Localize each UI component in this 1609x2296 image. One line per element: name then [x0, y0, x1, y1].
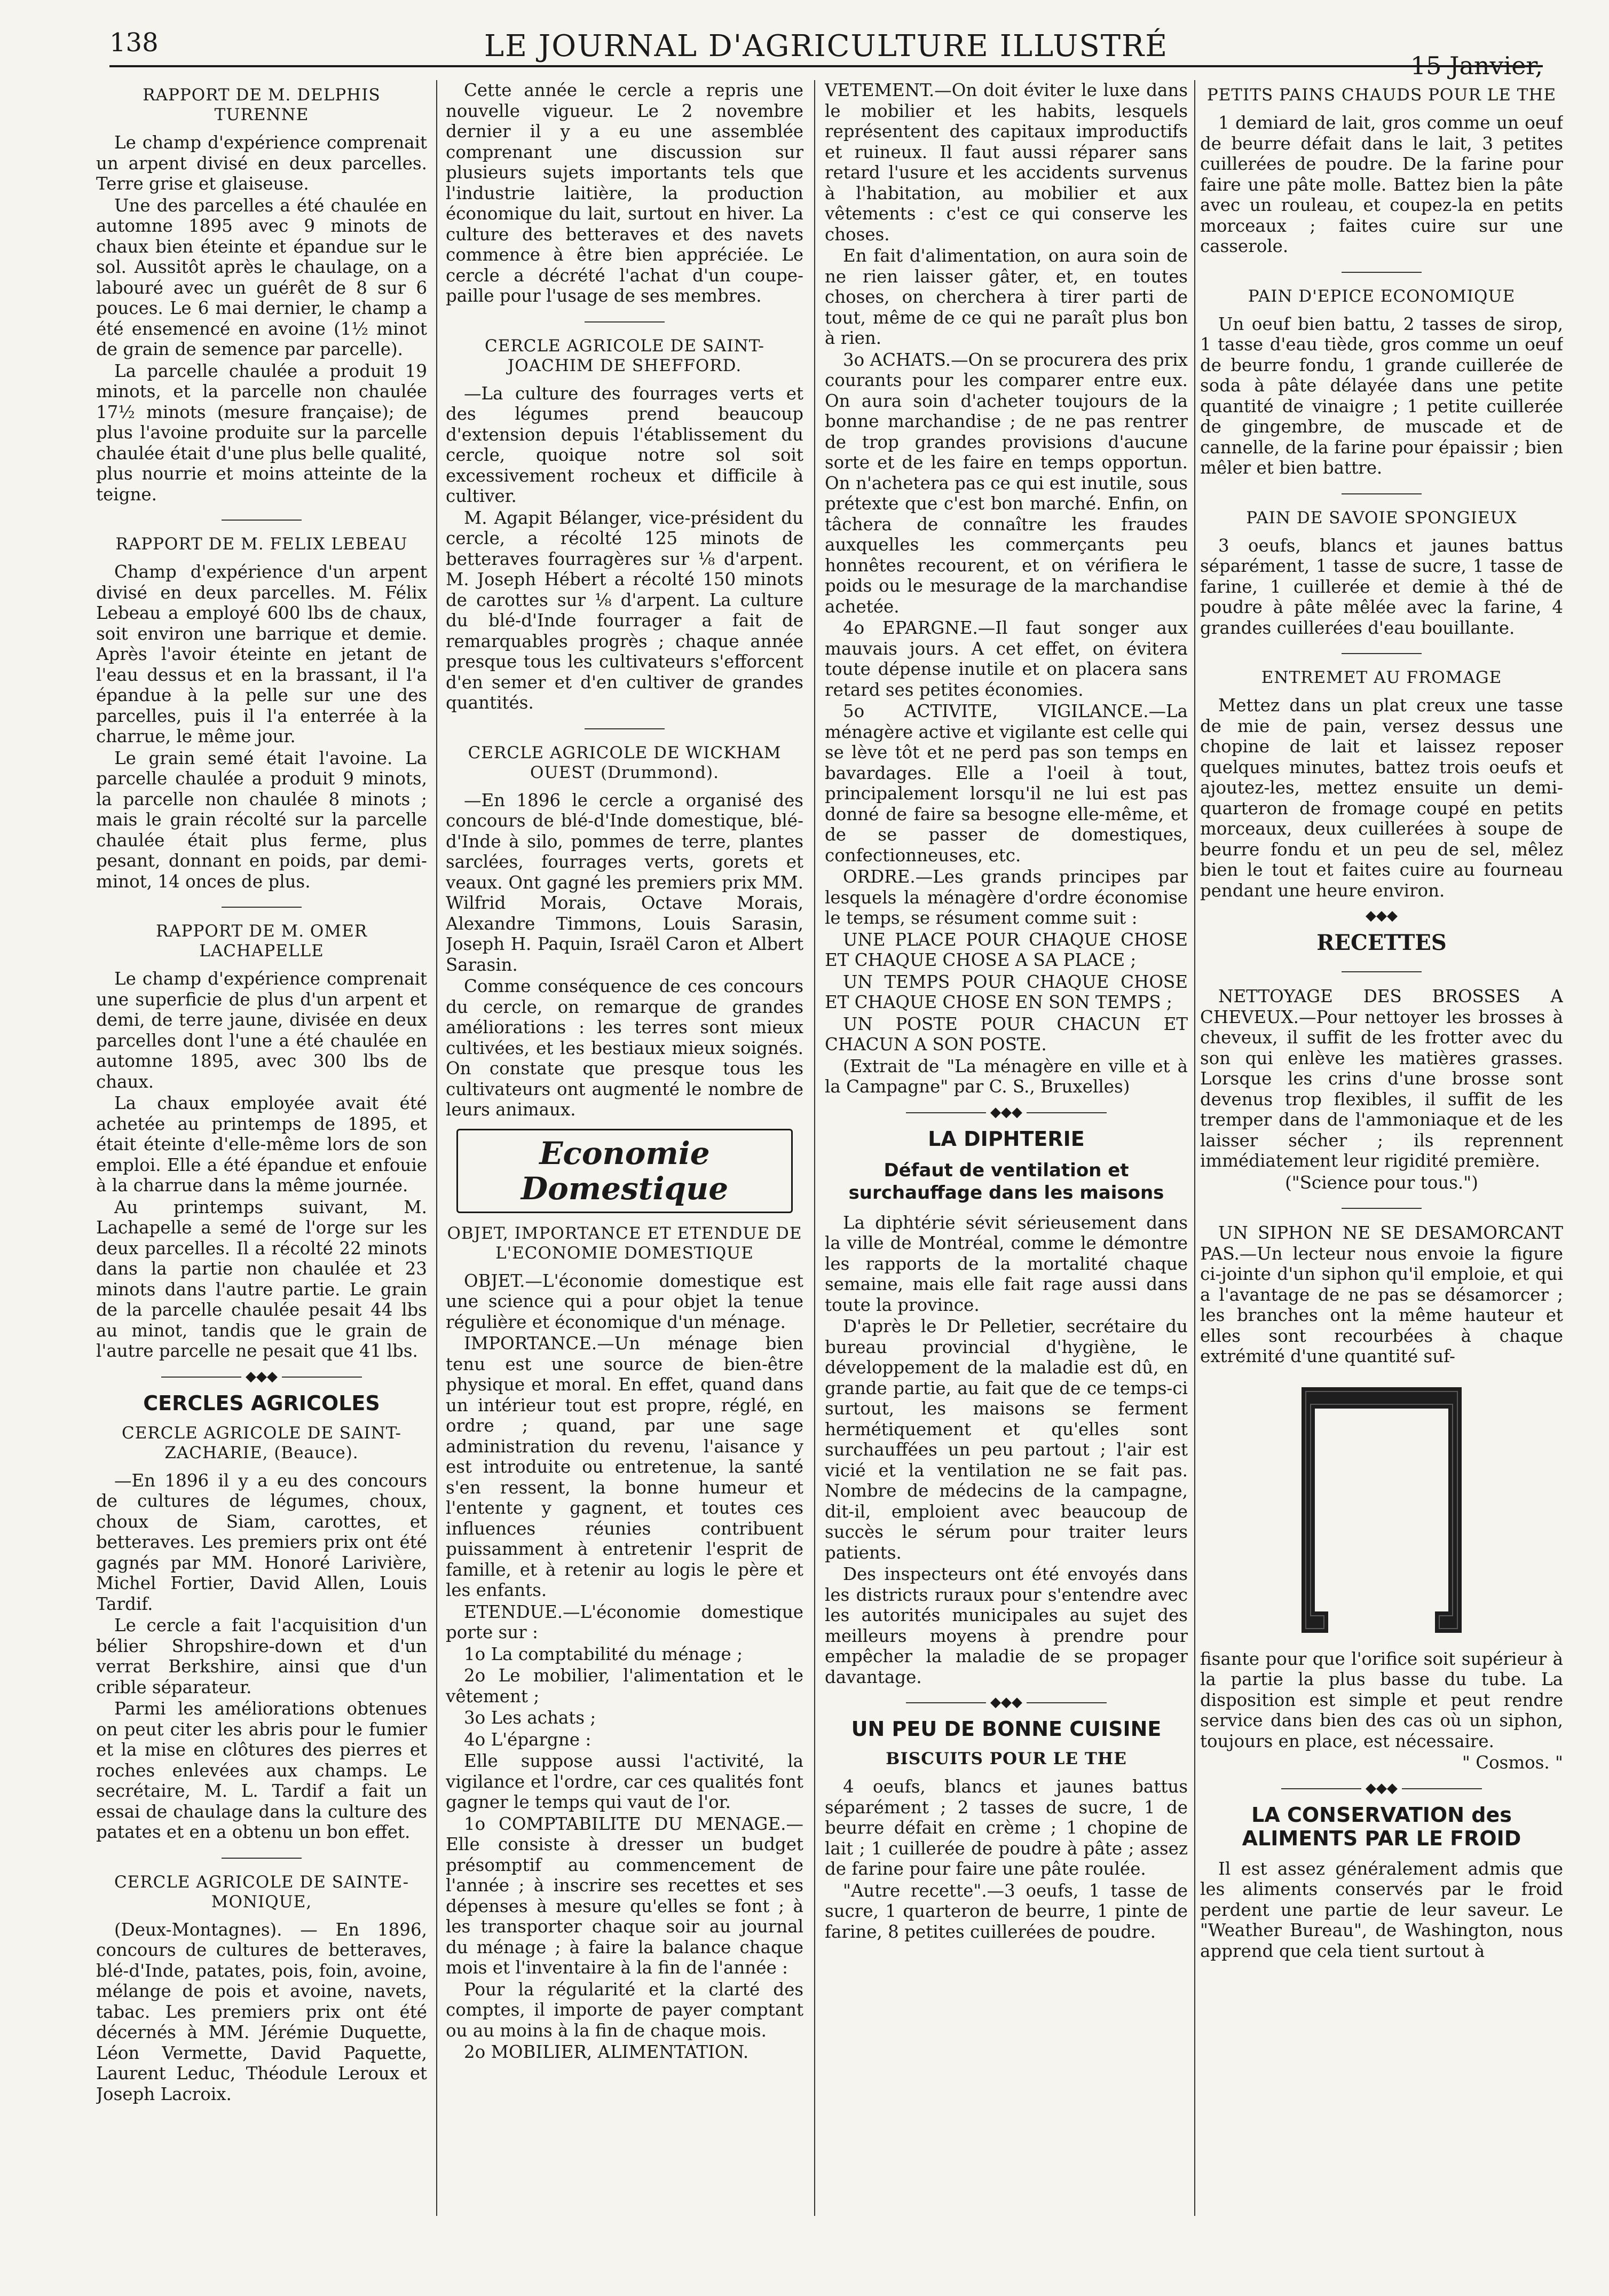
paragraph: Comme conséquence de ces concours du cercle, on remarque de grandes améliorations : les terres sont mieux cultivées, et les bestiaux mieux soignés. On constate que presque tous les cultivateurs ont augmenté le nombre de leurs animaux.: [446, 976, 803, 1120]
paragraph: Il est assez généralement admis que les aliments conservés par le froid perdent une partie de leur saveur. Le "Weather Bureau", de Washington, nous apprend que cela tient surtout à: [1200, 1858, 1563, 1961]
paragraph: Parmi les améliorations obtenues on peut citer les abris pour le fumier et la mise en clôtures des pierres et roches enlevées aux champs. Le secrétaire, M. L. Tardif a fait un essai de chaulage dans la culture des patates et en a obtenu un bon effet.: [96, 1699, 427, 1842]
paragraph: La diphtérie sévit sérieusement dans la ville de Montréal, comme le démontre les rapports de la mortalité chaque semaine, mais elle fait rage aussi dans toute la province.: [825, 1212, 1188, 1315]
list-item: 2o Le mobilier, l'alimentation et le vêtement ;: [446, 1665, 803, 1707]
paragraph: 3 oeufs, blancs et jaunes battus séparément, 1 tasse de sucre, 1 tasse de farine, 1 cuillerée et demie à thé de poudre à pâte mêlée avec la farine, 4 grandes cuillerées d'eau bouillante.: [1200, 535, 1563, 638]
page-number: 138: [109, 28, 159, 58]
heading-rapport-omer: RAPPORT DE M. OMER LACHAPELLE: [155, 922, 368, 961]
paragraph: 5o ACTIVITE, VIGILANCE.—La ménagère active et vigilante est celle qui se lève tôt et ne perd pas son temps en bavardages. Elle a l'oeil à tout, principalement lorsqu'il ne lui est pas donné de faire sa besogne elle-même, et de se passer de domestiques, confectionneuses, etc.: [825, 701, 1188, 866]
list-item: 1o La comptabilité du ménage ;: [464, 1644, 743, 1664]
paragraph: fisante pour que l'orifice soit supérieur à la partie la plus basse du tube. La disposition est simple et peut rendre service dans bien des cas où un siphon, toujours en place, est nécessaire.: [1200, 1648, 1563, 1751]
heading-petits-pains: PETITS PAINS CHAUDS POUR LE THE: [1206, 85, 1557, 105]
heading-cercles-agricoles: CERCLES AGRICOLES: [143, 1391, 380, 1415]
paragraph: Pour la régularité et la clarté des comptes, il importe de payer comptant ou au moins à la fin de chaque mois.: [446, 1979, 803, 2041]
separator: [446, 314, 803, 329]
issue-date: 15 Janvier,: [1410, 51, 1543, 80]
heading-entremet: ENTREMET AU FROMAGE: [1261, 668, 1502, 687]
heading-rapport-felix: RAPPORT DE M. FELIX LEBEAU: [115, 534, 408, 554]
separator: ◆◆◆: [1366, 908, 1398, 924]
paragraph: En fait d'alimentation, on aura soin de ne rien laisser gâter, et, en toutes choses, on cherchera à tirer parti de tout, même de ce qui ne paraît plus bon à rien.: [825, 246, 1188, 348]
paragraph-text: —Pour nettoyer les brosses à cheveux, il suffit de les frotter avec du son qui enlève les matières grasses. Lorsque les crins d'une brosse sont devenus trop flexibles, il suffit de les tremper dans de l'ammoniaque et de les laisser sécher ; ils reprennent immédiatement leur rigidité première.: [1200, 1007, 1563, 1171]
separator: ◆◆◆: [96, 1369, 427, 1384]
heading-recettes: RECETTES: [1316, 930, 1447, 955]
separator: [96, 899, 427, 914]
separator: [446, 721, 803, 736]
paragraph: Au printemps suivant, M. Lachapelle a semé de l'orge sur les deux parcelles. Il a récolté 22 minots dans la partie non chaulée et 23 minots dans l'autre partie. Le grain de la parcelle chaulée pesait 44 lbs au minot, tandis que le grain de l'autre parcelle ne pesait que 41 lbs.: [96, 1197, 427, 1361]
paragraph: [1200, 986, 1563, 1171]
separator: [96, 1850, 427, 1865]
column-3: [825, 80, 1188, 2243]
paragraph: —En 1896 il y a eu des concours de cultures de légumes, choux, choux de Siam, carottes, et betteraves. Les premiers prix ont été gagnés par MM. Honoré Larivière, Michel Fortier, David Allen, Louis Tardif.: [96, 1470, 427, 1614]
subheading-wickham: CERCLE AGRICOLE DE WICKHAM OUEST (Drummond).: [468, 743, 782, 782]
list-item: 4o L'épargne :: [464, 1729, 591, 1750]
maxim: UN POSTE POUR CHACUN ET CHACUN A SON POSTE.: [825, 1013, 1188, 1055]
heading-rapport-delphis: RAPPORT DE M. DELPHIS TURENNE: [143, 85, 381, 124]
paragraph: Le grain semé était l'avoine. La parcelle chaulée a produit 9 minots, la parcelle non chaulée 8 minots ; mais le grain récolté sur la parcelle chaulée était plus ferme, plus pesant, donnant en poids, par demi-minot, 14 onces de plus.: [96, 748, 427, 892]
paragraph: Champ d'expérience d'un arpent divisé en deux parcelles. M. Félix Lebeau a employé 600 lbs de chaux, soit environ une barrique et demie. Après l'avoir éteinte en jetant de l'eau dessus et en la brassant, il l'a épandue à la pelle sur une des parcelles, puis il l'a enterrée à la charrue, le même jour.: [96, 562, 427, 746]
subheading-brosses: NETTOYAGE DES BROSSES A CHEVEUX.: [1200, 986, 1563, 1027]
subheading-sainte-monique: CERCLE AGRICOLE DE SAINTE-MONIQUE,: [114, 1872, 409, 1912]
separator: ◆◆◆: [1200, 1781, 1563, 1796]
paragraph: M. Agapit Bélanger, vice-président du cercle, a récolté 125 minots de betteraves fourragères sur ⅛ d'arpent. M. Joseph Hébert a récolté 150 minots de carottes sur ⅛ d'arpent. La culture du blé-d'Inde fourrager a fait de remarquables progrès ; chaque année presque tous les cultivateurs s'efforcent d'en semer et d'en cultiver de grandes quantités.: [446, 507, 803, 713]
paragraph: "Autre recette".—3 oeufs, 1 tasse de sucre, 1 quarteron de beurre, 1 pinte de farine, 8 petites cuillerées de poudre.: [825, 1880, 1188, 1942]
heading-economie-domestique: Economie Domestique: [456, 1129, 793, 1213]
paragraph: IMPORTANCE.—Un ménage bien tenu est une source de bien-être physique et moral. En effet, quand dans un intérieur tout est propre, réglé, en ordre ; quand, par une sage administration du revenu, l'aisance y est introduite ou entretenue, la santé s'en ressent, la bonne humeur et l'entente y gagnent, et toutes ces influences réunies contribuent puissamment à entretenir l'esprit de famille, et à retenir au logis le père et les enfants.: [446, 1333, 803, 1600]
masthead: [109, 28, 1543, 80]
paragraph: Le cercle a fait l'acquisition d'un bélier Shropshire-down et d'un verrat Berkshire, ainsi que d'un crible séparateur.: [96, 1615, 427, 1697]
heading-pain-savoie: PAIN DE SAVOIE SPONGIEUX: [1246, 508, 1517, 528]
paragraph: —La culture des fourrages verts et des légumes prend beaucoup d'extension depuis l'établissement du cercle, quoique notre sol soit excessivement rocheux et difficile à cultiver.: [446, 383, 803, 506]
paragraph: ETENDUE.—L'économie domestique porte sur :: [446, 1601, 803, 1642]
paragraph: 1o COMPTABILITE DU MENAGE.—Elle consiste à dresser un budget présomptif au commencement de l'année ; à inscrire ses recettes et ses dépenses à mesure qu'elles se font ; à les transporter chaque soir au journal du ménage ; à faire la balance chaque mois et l'inventaire à la fin de l'année :: [446, 1813, 803, 1978]
maxim: UN TEMPS POUR CHAQUE CHOSE ET CHAQUE CHOSE EN SON TEMPS ;: [825, 971, 1188, 1012]
column-2: [446, 80, 803, 2243]
paragraph: Des inspecteurs ont été envoyés dans les districts ruraux pour s'entendre avec les autorités municipales au sujet des meilleurs moyens à prendre pour empêcher la maladie de se propager davantage.: [825, 1564, 1188, 1687]
journal-title: LE JOURNAL D'AGRICULTURE ILLUSTRÉ: [484, 29, 1169, 64]
paragraph: Une des parcelles a été chaulée en automne 1895 avec 9 minots de chaux bien éteinte et épandue sur le sol. Aussitôt après le chaulage, on a labouré avec un guérêt de 8 sur 6 pouces. Le 6 mai dernier, le champ a été ensemencé en avoine (1½ minot de grain de semence par parcelle).: [96, 195, 427, 359]
column-rule: [436, 80, 437, 2216]
separator: [1200, 964, 1563, 979]
paragraph: Mettez dans un plat creux une tasse de mie de pain, versez dessus une chopine de lait et laissez reposer quelques minutes, battez trois oeufs et ajoutez-les, mettez ensuite un demi-quarteron de fromage coupé en petits morceaux, deux cuillerées à soupe de beurre fondu et un peu de sel, mêlez bien le tout et faites cuire au fourneau pendant une heure environ.: [1200, 695, 1563, 901]
citation: ("Science pour tous."): [1285, 1172, 1478, 1193]
separator: [96, 512, 427, 527]
paragraph: Un oeuf bien battu, 2 tasses de sirop, 1 tasse d'eau tiède, gros comme un oeuf de beurre fondu, 1 grande cuillerée de soda à pâte délayée dans une petite quantité de vinaigre ; 1 petite cuillerée de gingembre, de muscade et de cannelle, de la farine pour épaissir ; bien mêler et bien battre.: [1200, 313, 1563, 478]
subheading-biscuits: BISCUITS POUR LE THE: [886, 1749, 1127, 1768]
paragraph-text: —Un lecteur nous envoie la figure ci-jointe d'un siphon qu'il emploie, et qui a l'avantage de ne pas se désamorcer ; les branches ont la même hauteur et elles sont recourbées à chaque extrémité d'une quantité suf-: [1200, 1243, 1563, 1366]
paragraph: OBJET.—L'économie domestique est une science qui a pour objet la tenue régulière et économique d'un ménage.: [446, 1270, 803, 1332]
citation: " Cosmos. ": [1462, 1752, 1563, 1773]
paragraph: 3o ACHATS.—On se procurera des prix courants pour les comparer entre eux. On aura soin d'acheter toujours de la bonne marchandise ; de ne pas rentrer de trop grandes provisions d'aucune sorte et de les faire en temps opportun. On n'achetera pas ce qui est inutile, sous prétexte que c'est bon marché. Enfin, on tâchera de connaître les fraudes auxquelles les commerçants peu honnêtes recourent, et on vérifiera le poids ou le mesurage de la marchandise achetée.: [825, 349, 1188, 617]
paragraph: La chaux employée avait été achetée au printemps de 1895, et était éteinte d'elle-même lors de son emploi. Elle a été épandue et enfouie à la charrue dans la même journée.: [96, 1093, 427, 1196]
column-4: [1200, 80, 1563, 2243]
separator: [1200, 1200, 1563, 1215]
heading-la-diphterie: LA DIPHTERIE: [928, 1127, 1085, 1151]
heading-objet-importance: OBJET, IMPORTANCE ET ETENDUE DE L'ECONOMIE DOMESTIQUE: [447, 1223, 802, 1263]
paragraph: ORDRE.—Les grands principes par lesquels la ménagère d'ordre économise le temps, se résument comme suit :: [825, 867, 1188, 928]
column-rule: [814, 80, 815, 2216]
separator: ◆◆◆: [825, 1695, 1188, 1710]
column-rule: [1194, 80, 1195, 2216]
subheading-ventilation: Défaut de ventilation et surchauffage dans les maisons: [848, 1159, 1164, 1204]
paragraph: Cette année le cercle a repris une nouvelle vigueur. Le 2 novembre dernier il y a eu une assemblée comprenant une discussion sur plusieurs sujets importants tels que l'industrie laitière, la production économique du lait, surtout en hiver. La culture des betteraves et des navets commence à être bien appréciée. Le cercle a décrété l'achat d'un coupe-paille pour l'usage de ses membres.: [446, 80, 803, 306]
paragraph: VETEMENT.—On doit éviter le luxe dans le mobilier et les habits, lesquels représentent des capitaux improductifs et ruineux. Il faut aussi réparer sans retard l'usure et les accidents survenus à l'habitation, au mobilier et aux vêtements : c'est ce qui conserve les choses.: [825, 80, 1188, 245]
paragraph: 1 demiard de lait, gros comme un oeuf de beurre défait dans le lait, 3 petites cuillerées de poudre. De la farine pour faire une pâte molle. Battez bien la pâte avec un rouleau, et coupez-la en petits morceaux ; faites cuire sur une casserole.: [1200, 113, 1563, 256]
separator: ◆◆◆: [825, 1105, 1188, 1120]
paragraph: —En 1896 le cercle a organisé des concours de blé-d'Inde domestique, blé-d'Inde à silo, pommes de terre, plantes sarclées, fourrages verts, gorets et veaux. Ont gagné les premiers prix MM. Wilfrid Morais, Octave Morais, Alexandre Timmons, Louis Sarasin, Joseph H. Paquin, Israël Caron et Albert Sarasin.: [446, 790, 803, 975]
siphon-figure: [1280, 1377, 1483, 1644]
paragraph: (Deux-Montagnes). — En 1896, concours de cultures de betteraves, blé-d'Inde, patates, pois, foin, avoine, mélange de pois et avoine, navets, tabac. Les premiers prix ont été décernés à MM. Jérémie Duquette, Léon Vermette, David Paquette, Laurent Leduc, Théodule Leroux et Joseph Lacroix.: [96, 1919, 427, 2104]
paragraph: La parcelle chaulée a produit 19 minots, et la parcelle non chaulée 17½ minots (mesure française); de plus l'avoine produite sur la parcelle chaulée était d'une plus belle qualité, plus nourrie et moins atteinte de la teigne.: [96, 360, 427, 505]
paragraph: Le champ d'expérience comprenait un arpent divisé en deux parcelles. Terre grise et glaiseuse.: [96, 132, 427, 194]
paragraph: 4o EPARGNE.—Il faut songer aux mauvais jours. A cet effet, on évitera toute dépense inutile et on placera sans retard ses petites économies.: [825, 618, 1188, 700]
paragraph: D'après le Dr Pelletier, secrétaire du bureau provincial d'hygiène, le développement de la maladie est dû, en grande partie, au fait que de ce temps-ci surtout, les maisons se ferment hermétiquement et qu'elles sont surchauffées un peu partout ; l'air est vicié et la ventilation ne se fait pas. Nombre de médecins de la campagne, dit-il, emploient avec beaucoup de succès le sérum pour traiter leurs patients.: [825, 1316, 1188, 1563]
paragraph: Elle suppose aussi l'activité, la vigilance et l'ordre, car ces qualités font gagner le temps qui vaut de l'or.: [446, 1751, 803, 1812]
column-1: [96, 80, 427, 2243]
maxim: UNE PLACE POUR CHAQUE CHOSE ET CHAQUE CHOSE A SA PLACE ;: [825, 929, 1188, 970]
subheading-saint-joachim: CERCLE AGRICOLE DE SAINT-JOACHIM DE SHEFFORD.: [485, 336, 764, 375]
separator: [1200, 264, 1563, 279]
subheading-saint-zacharie: CERCLE AGRICOLE DE SAINT-ZACHARIE, (Beauce).: [122, 1423, 401, 1462]
paragraph: 4 oeufs, blancs et jaunes battus séparément ; 2 tasses de sucre, 1 de beurre défait en crème ; 1 chopine de lait ; 1 cuillerée de poudre à pâte ; assez de farine pour faire une pâte roulée.: [825, 1776, 1188, 1879]
heading-bonne-cuisine: UN PEU DE BONNE CUISINE: [851, 1717, 1162, 1741]
paragraph: Le champ d'expérience comprenait une superficie de plus d'un arpent et demi, de terre jaune, divisée en deux parcelles dont l'une a été chaulée en automne 1895, avec 300 lbs de chaux.: [96, 969, 427, 1092]
heading-pain-epice: PAIN D'EPICE ECONOMIQUE: [1248, 286, 1516, 306]
list-item: 3o Les achats ;: [464, 1708, 596, 1728]
citation: (Extrait de "La ménagère en ville et à la Campagne" par C. S., Bruxelles): [825, 1056, 1188, 1097]
separator: [1200, 646, 1563, 661]
paragraph: [1200, 1223, 1563, 1367]
subheading-siphon: UN SIPHON NE SE DESAMORCANT PAS.: [1200, 1223, 1563, 1264]
heading-conservation: LA CONSERVATION des ALIMENTS PAR LE FROID: [1242, 1803, 1521, 1850]
separator: [1200, 486, 1563, 501]
paragraph: 2o MOBILIER, ALIMENTATION.: [464, 2042, 749, 2062]
